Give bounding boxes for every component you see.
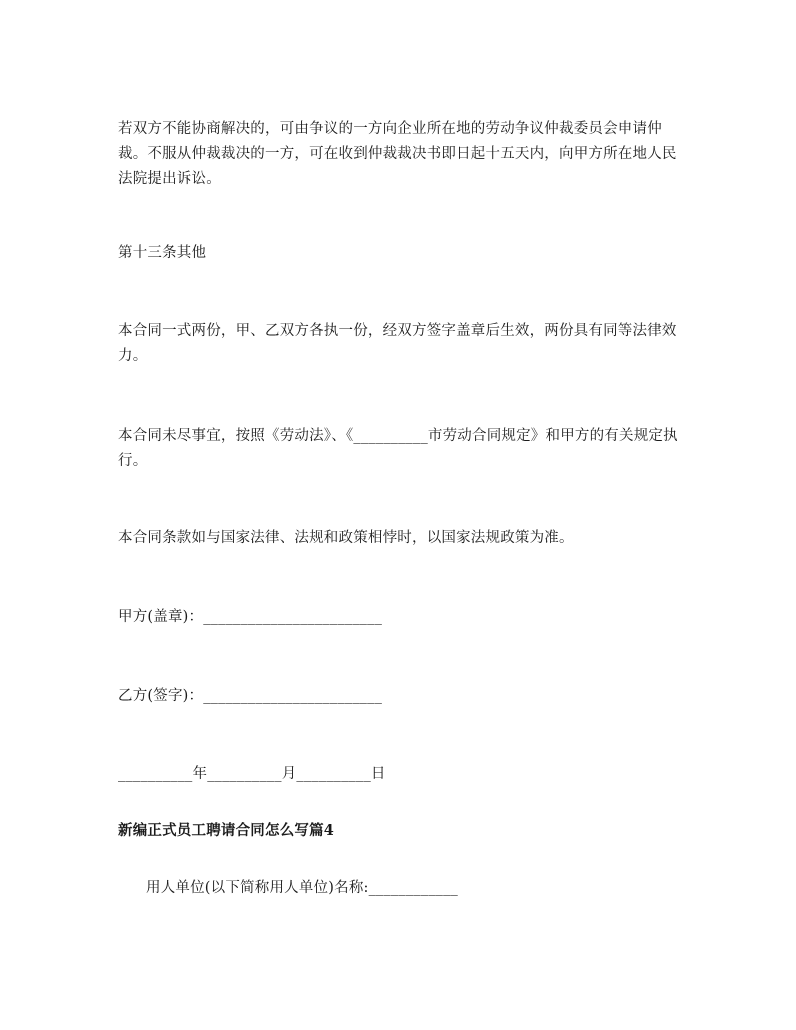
legal-conflict-paragraph: 本合同条款如与国家法律、法规和政策相悖时，以国家法规政策为准。 xyxy=(118,530,574,546)
party-b-signature-line: 乙方(签字)：________________________ xyxy=(118,688,383,704)
article-13-heading: 第十三条其他 xyxy=(118,245,207,261)
arbitration-paragraph: 若双方不能协商解决的，可由争议的一方向企业所在地的劳动争议仲裁委员会申请仲裁。不服从仲裁裁决的一方，可在收到仲裁裁决书即日起十五天内，向甲方所在地人民法院提出诉讼。 xyxy=(118,121,677,187)
copies-paragraph: 本合同一式两份，甲、乙双方各执一份，经双方签字盖章后生效，两份具有同等法律效力。 xyxy=(118,323,677,364)
section-title: 新编正式员工聘请合同怎么写篇4 xyxy=(118,822,335,839)
employer-name-line: 用人单位(以下简称用人单位)名称:____________ xyxy=(146,880,458,896)
party-a-signature-line: 甲方(盖章)：________________________ xyxy=(118,609,383,625)
date-line: __________年__________月__________日 xyxy=(118,766,386,782)
unmentioned-matters-paragraph: 本合同未尽事宜，按照《劳动法》、《__________市劳动合同规定》和甲方的有关规定执行。 xyxy=(118,428,678,469)
